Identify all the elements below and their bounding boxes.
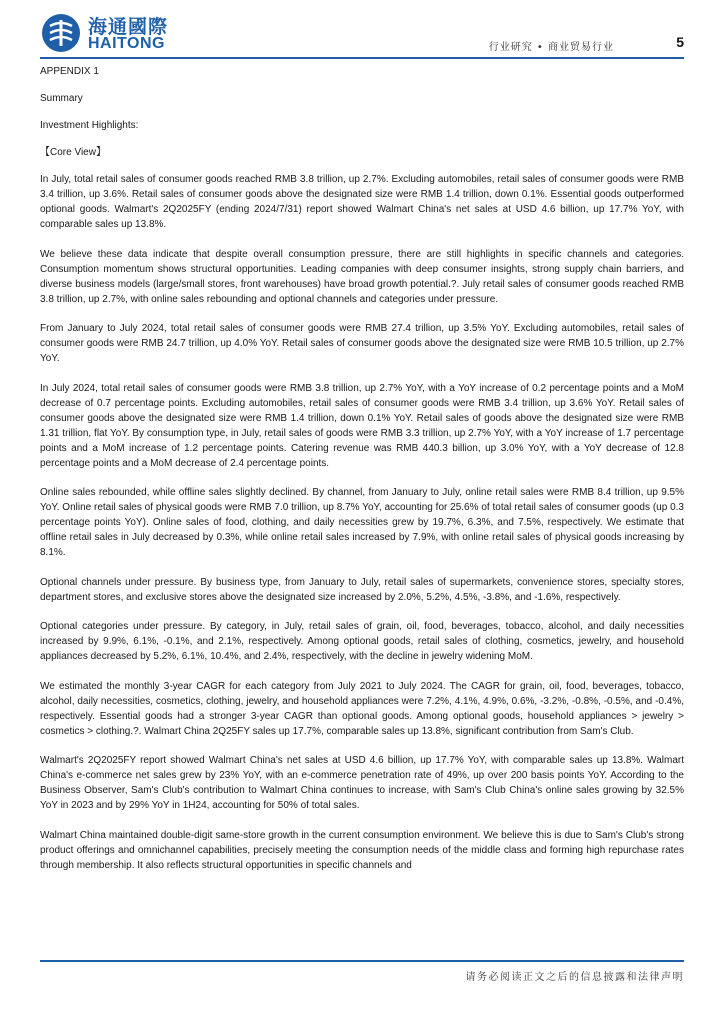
report-body: [40, 64, 684, 956]
logo-english-text: HAITONG: [88, 35, 165, 52]
page-header: [40, 10, 684, 60]
paragraph: We believe these data indicate that despite overall consumption pressure, there are still highlights in specific channels and categories. Consumption momentum shows structural opportunities. Leading companies with deep consumer insights, strong supply chain barriers, and diverse business models (large/small stores, front warehouses) have broad growth potential.?. July retail sales of consumer goods reached RMB 3.8 trillion, up 2.7%, with online sales rebounding and optional channels and categories under pressure.: [40, 248, 684, 305]
haitong-logo-icon: [40, 12, 82, 54]
paragraph: We estimated the monthly 3-year CAGR for each category from July 2021 to July 2024. The CAGR for grain, oil, food, beverages, tobacco, alcohol, daily necessities, cosmetics, clothing, jewelry, and household appliances were 7.2%, 4.1%, 4.9%, 0.6%, -3.2%, -0.8%, -0.5%, and -0.4%, respectively. Essential goods had a stronger 3-year CAGR than optional goods. Among optional goods, household appliances > jewelry > cosmetics > clothing.?. Walmart China 2Q25FY sales up 17.7%, comparable sales up 13.8%, significant contribution from Sam's Club.: [40, 680, 684, 737]
haitong-logo: [40, 10, 240, 56]
section-label: 行业研究 • 商业贸易行业: [488, 42, 614, 53]
paragraph: Walmart's 2Q2025FY report showed Walmart China's net sales at USD 4.6 billion, up 17.7% YoY, with comparable sales up 13.8%. Walmart China's e-commerce net sales grew by 23% YoY, with an e-commerce penetration rate of 49%, up over 200 basis points YoY. According to the Business Observer, Sam's Club's contribution to Walmart China continues to increase, with Sam's Club China's online sales growing by 32.5% YoY in 2023 and by 29% YoY in 1H24, accounting for 50% of total sales.: [40, 755, 684, 811]
summary-heading: Summary: [40, 93, 83, 104]
paragraph: In July, total retail sales of consumer goods reached RMB 3.8 trillion, up 2.7%. Excluding automobiles, retail sales of consumer goods were RMB 3.4 trillion, up 3.6%. Retail sales of consumer goods above the designated size were RMB 1.4 trillion, down 0.1%. Essential goods outperformed optional goods. Walmart's 2Q2025FY (ending 2024/7/31) report showed Walmart China's net sales at USD 4.6 billion, up 17.7% YoY, with comparable sales up 13.8%.: [40, 174, 684, 230]
logo-chinese-text: 海通國際: [88, 16, 169, 38]
paragraph: Optional channels under pressure. By business type, from January to July, retail sales of supermarkets, convenience stores, specialty stores, department stores, and exclusive stores above the designated size increased by 2.0%, 5.2%, 4.5%, -3.8%, and -1.6%, respectively.: [40, 576, 684, 603]
paragraph: Walmart China maintained double-digit same-store growth in the current consumption environment. We believe this is due to Sam's Club's strong product offerings and omnichannel capabilities, precisely meeting the consumption needs of the middle class and forming high repurchase rates through membership. It also reflects structural opportunities in specific channels and: [40, 829, 684, 871]
core-view-heading: 【Core View】: [40, 147, 106, 158]
page-number: 5: [676, 34, 684, 50]
highlights-heading: Investment Highlights:: [40, 120, 139, 131]
paragraph: Optional categories under pressure. By category, in July, retail sales of grain, oil, food, beverages, tobacco, alcohol, and daily necessities increased by 9.9%, 6.1%, -0.1%, and 2.1%, respectively. Among optional goods, retail sales of clothing, cosmetics, jewelry, and household appliances decreased by 5.2%, 6.1%, 10.4%, and 2.4%, respectively, with the decline in jewelry widening MoM.: [40, 621, 684, 662]
appendix-heading: APPENDIX 1: [40, 66, 99, 77]
footer-divider: [40, 960, 684, 962]
paragraph: Online sales rebounded, while offline sales slightly declined. By channel, from January to July, online retail sales were RMB 8.4 trillion, up 9.5% YoY. Online retail sales of physical goods were RMB 7.0 trillion, up 8.7% YoY, accounting for 25.6% of total retail sales of consumer goods (up 0.3 percentage points YoY). Online sales of food, clothing, and daily necessities grew by 19.7%, 6.3%, and 7.5%, respectively. We estimate that offline retail sales in July decreased by 0.3%, while online retail sales increased by 7.9%, with online retail sales of physical goods increasing by 8.1%.: [40, 487, 684, 558]
paragraph: From January to July 2024, total retail sales of consumer goods were RMB 27.4 trillion, up 3.5% YoY. Excluding automobiles, retail sales of consumer goods were RMB 24.7 trillion, up 4.0% YoY. Retail sales of consumer goods above the designated size were RMB 10.5 trillion, up 2.7% YoY.: [40, 323, 684, 364]
header-divider: [40, 57, 684, 59]
paragraph: In July 2024, total retail sales of consumer goods were RMB 3.8 trillion, up 2.7% YoY, with a YoY increase of 0.2 percentage points and a MoM decrease of 0.7 percentage points. Excluding automobiles, retail sales of consumer goods were RMB 3.4 trillion, up 3.6% YoY. Retail sales of consumer goods above the designated size were RMB 1.4 trillion, down 0.1% YoY. Retail sales of goods above the designated size were RMB 1.31 trillion, flat YoY. By consumption type, in July, retail sales of goods were RMB 3.3 trillion, up 2.7% YoY, with a YoY increase of 1.7 percentage points and a MoM increase of 1.2 percentage points. Catering revenue was RMB 440.3 billion, up 3.0% YoY, with a YoY decrease of 12.8 percentage points and a MoM decrease of 2.4 percentage points.: [40, 382, 684, 469]
legal-disclaimer: 请务必阅读正文之后的信息披露和法律声明: [465, 972, 684, 983]
